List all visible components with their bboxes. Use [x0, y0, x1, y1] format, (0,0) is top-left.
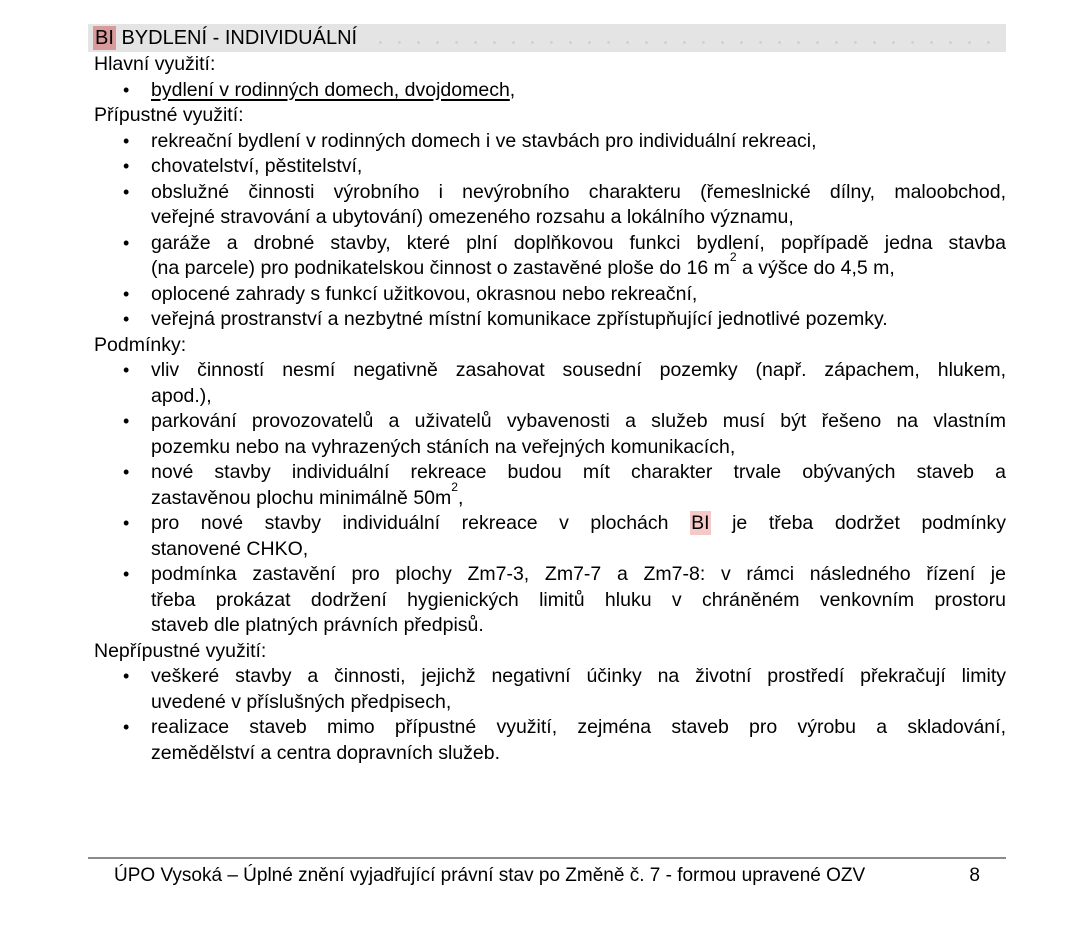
- text-segment: obslužné činnosti výrobního i nevýrobního charakteru (řemeslnické dílny, maloobchod,: [151, 180, 1006, 203]
- highlighted-term: BI: [691, 512, 710, 534]
- list-item-line: [151, 435, 1006, 461]
- list-item: [88, 715, 1006, 766]
- bullet-icon: •: [123, 513, 130, 533]
- text-segment: 2: [729, 250, 737, 265]
- section-label: Hlavní využití:: [94, 53, 216, 75]
- bullet-icon: •: [123, 79, 130, 100]
- text-segment: ,: [509, 78, 516, 101]
- text-segment: je třeba dodržet podmínky: [710, 512, 1006, 534]
- list-item-line: [151, 741, 1006, 767]
- text-segment: apod.),: [151, 384, 212, 407]
- section-label: Přípustné využití:: [94, 104, 244, 126]
- text-segment: a výšce do 4,5 m,: [736, 257, 895, 279]
- text-segment: nové stavby individuální rekreace budou mít charakter trvale obývaných staveb a: [151, 461, 1006, 483]
- list-item-line: [151, 250, 1006, 282]
- highlighted-term: BI: [95, 27, 114, 49]
- list-item-line: [151, 537, 1006, 563]
- list-item: [88, 664, 1006, 715]
- list-item: [88, 358, 1006, 409]
- list-item-line: [151, 664, 1006, 690]
- list-item-line: [151, 154, 1006, 180]
- text-segment: zemědělství a centra dopravních služeb.: [151, 741, 501, 764]
- text-segment: veřejné stravování a ubytování) omezeného rozsahu a lokálního významu,: [151, 206, 794, 228]
- list-item: [88, 231, 1006, 282]
- text-segment: parkování provozovatelů a uživatelů vybavenosti a služeb musí být řešeno na vlastním: [151, 410, 1006, 432]
- list-item-line: [151, 479, 1006, 512]
- document-body: [88, 52, 1006, 766]
- list-item-line: [151, 180, 1006, 206]
- list-item-line: [151, 409, 1006, 435]
- section-heading-bar: [88, 24, 1006, 52]
- list-item-line: [151, 205, 1006, 231]
- page-footer: [88, 857, 1006, 888]
- bullet-icon: •: [123, 309, 130, 329]
- text-segment: staveb dle platných právních předpisů.: [151, 614, 484, 636]
- document-content: [88, 24, 1006, 766]
- text-segment: třeba prokázat dodržení hygienických limitů hluku v chráněném venkovním prostoru: [151, 588, 1006, 611]
- text-segment: realizace staveb mimo přípustné využití, zejména staveb pro výrobu a skladování,: [151, 716, 1006, 738]
- list-item-line: [151, 613, 1006, 639]
- list-item-line: [151, 129, 1006, 155]
- list-item-line: [151, 358, 1006, 384]
- bullet-icon: •: [123, 666, 130, 686]
- text-segment: (na parcele) pro podnikatelskou činnost o zastavěné ploše do 16 m: [151, 257, 730, 279]
- text-segment: garáže a drobné stavby, které plní doplňkovou funkci bydlení, popřípadě jedna stavba: [151, 231, 1006, 254]
- text-segment: zastavěnou plochu minimálně 50m: [151, 486, 452, 509]
- page-number: 8: [969, 865, 980, 886]
- list-item-line: [151, 78, 1006, 104]
- bullet-icon: •: [123, 717, 130, 737]
- bullet-icon: •: [123, 156, 130, 176]
- section-heading-title: [93, 24, 357, 52]
- text-segment: uvedené v příslušných předpisech,: [151, 690, 452, 713]
- list-item: [88, 129, 1006, 155]
- text-segment: chovatelství, pěstitelství,: [151, 155, 363, 177]
- text-segment: rekreační bydlení v rodinných domech i ve stavbách pro individuální rekreaci,: [151, 129, 817, 152]
- list-item: [88, 282, 1006, 308]
- list-item: [88, 307, 1006, 333]
- list-item-line: [151, 588, 1006, 614]
- list-item-line: [151, 460, 1006, 486]
- list-item: [88, 562, 1006, 639]
- text-segment: bydlení v rodinných domech, dvojdomech: [151, 78, 510, 101]
- list-item: [88, 154, 1006, 180]
- footer-title: ÚPO Vysoká – Úplné znění vyjadřující právní stav po Změně č. 7 - formou upravené OZV: [114, 865, 866, 886]
- list-item-line: [151, 282, 1006, 308]
- list-item: [88, 511, 1006, 562]
- text-segment: veřejná prostranství a nezbytné místní komunikace zpřístupňující jednotlivé pozemky.: [151, 308, 888, 330]
- text-segment: BYDLENÍ - INDIVIDUÁLNÍ: [115, 27, 358, 49]
- bullet-icon: •: [123, 462, 130, 482]
- list-item-line: [151, 307, 1006, 333]
- text-segment: oplocené zahrady s funkcí užitkovou, okrasnou nebo rekreační,: [151, 282, 698, 305]
- list-item: [88, 460, 1006, 511]
- bullet-icon: •: [123, 411, 130, 431]
- list-item-line: [151, 384, 1006, 410]
- text-segment: ,: [457, 486, 464, 509]
- list-item-line: [151, 690, 1006, 716]
- list-item: [88, 180, 1006, 231]
- bullet-icon: •: [123, 360, 130, 380]
- bullet-icon: •: [123, 283, 130, 304]
- bullet-icon: •: [123, 181, 130, 202]
- text-segment: 2: [451, 479, 458, 494]
- text-segment: stanovené CHKO,: [151, 537, 309, 560]
- list-item: [88, 78, 1006, 104]
- text-segment: podmínka zastavění pro plochy Zm7-3, Zm7-7 a Zm7-8: v rámci následného řízení je: [151, 563, 1006, 585]
- bullet-icon: •: [123, 130, 130, 151]
- dotted-leader: [371, 24, 996, 52]
- text-segment: vliv činností nesmí negativně zasahovat sousední pozemky (např. zápachem, hlukem,: [151, 359, 1006, 381]
- section-label: Podmínky:: [94, 333, 187, 356]
- section-label: Nepřípustné využití:: [94, 639, 267, 662]
- list-item-line: [151, 511, 1006, 537]
- text-segment: pozemku nebo na vyhrazených stáních na veřejných komunikacích,: [151, 435, 736, 458]
- list-item: [88, 409, 1006, 460]
- text-segment: pro nové stavby individuální rekreace v plochách: [151, 512, 691, 534]
- bullet-icon: •: [123, 564, 130, 584]
- bullet-icon: •: [123, 232, 130, 253]
- list-item-line: [151, 562, 1006, 588]
- text-segment: veškeré stavby a činnosti, jejichž negativní účinky na životní prostředí překračují limity: [151, 665, 1006, 687]
- list-item-line: [151, 231, 1006, 257]
- list-item-line: [151, 715, 1006, 741]
